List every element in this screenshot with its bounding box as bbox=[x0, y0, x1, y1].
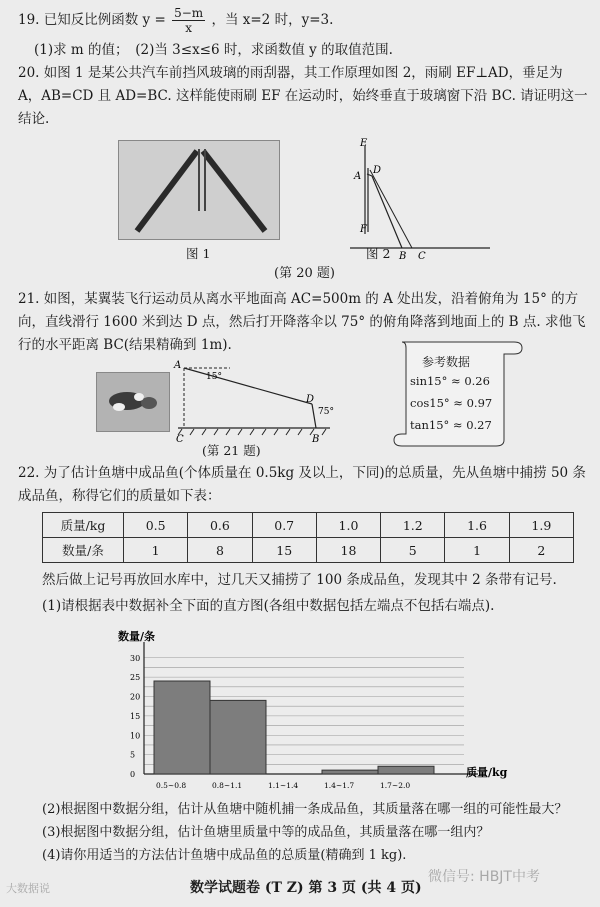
histogram-bar bbox=[378, 766, 434, 774]
histogram-bar bbox=[210, 700, 266, 774]
label-angle15: 15° bbox=[206, 372, 222, 382]
table-row-counts bbox=[43, 538, 574, 563]
fig2-caption: 图 2 bbox=[366, 246, 391, 261]
table-cell: 1 bbox=[124, 538, 188, 563]
label-E: E bbox=[360, 138, 368, 149]
y-tick-label: 0 bbox=[130, 770, 136, 779]
table-cell: 5 bbox=[381, 538, 445, 563]
y-tick-label: 5 bbox=[130, 750, 136, 760]
fish-weight-table bbox=[42, 512, 574, 563]
q22-sub2: (2)根据图中数据分组，估计从鱼塘中随机捕一条成品鱼，其质量落在哪一组的可能性最大？ bbox=[42, 802, 568, 817]
q21-text: 21. 如图，某翼装飞行运动员从离水平地面高 AC=500m 的 A 处出发，沿着俯角为 15° 的方向，直线滑行 1600 米到达 D 点，然后打开降落伞以 75° 的俯角降落到地面上的 B 点. 求他飞行的水平距离 BC(结果精确到 1m). bbox=[18, 291, 586, 353]
y-tick-label: 30 bbox=[130, 653, 141, 663]
q19-line1 bbox=[18, 6, 333, 35]
q20-figure2 bbox=[340, 136, 500, 260]
page-footer: 数学试题卷 (T Z) 第 3 页 (共 4 页) bbox=[190, 880, 422, 896]
q19-line1-a: 19. 已知反比例函数 y = bbox=[18, 12, 166, 28]
q22-text: 22. 为了估计鱼塘中成品鱼(个体质量在 0.5kg 及以上，下同)的总质量，先从鱼塘中捕捞 50 条成品鱼，称得它们的质量如下表： bbox=[18, 465, 586, 504]
label-B: B bbox=[312, 434, 320, 444]
fig1-caption: 图 1 bbox=[186, 246, 211, 261]
label-C: C bbox=[176, 434, 184, 444]
y-tick-label: 25 bbox=[130, 673, 141, 683]
table-cell: 1.9 bbox=[509, 513, 573, 538]
wiper-photo-drawing bbox=[119, 141, 279, 239]
fraction-denominator: x bbox=[185, 21, 193, 35]
label-A: A bbox=[174, 360, 182, 371]
label-angle75: 75° bbox=[318, 407, 334, 417]
table-cell: 1.0 bbox=[316, 513, 380, 538]
table-cell: 0.6 bbox=[188, 513, 252, 538]
watermark-left: 大数据说 bbox=[6, 882, 50, 895]
x-tick-label: 1.1~1.4 bbox=[268, 781, 299, 790]
y-tick-label: 15 bbox=[130, 711, 141, 721]
reference-data-scroll bbox=[392, 336, 524, 448]
table-cell: 1.2 bbox=[381, 513, 445, 538]
q19-line1-b: ，当 x=2 时，y=3. bbox=[211, 12, 334, 28]
q22-sub1: (1)请根据表中数据补全下面的直方图(各组中数据包括左端点不包括右端点). bbox=[42, 598, 495, 614]
wingsuit-photo bbox=[96, 372, 170, 432]
table-cell: 15 bbox=[252, 538, 316, 563]
table-header-weight: 质量/kg bbox=[43, 513, 124, 538]
table-header-count: 数量/条 bbox=[43, 538, 124, 563]
ref-line-cos: cos15° ≈ 0.97 bbox=[410, 396, 493, 410]
y-tick-label: 20 bbox=[130, 692, 141, 702]
histogram-bar bbox=[322, 770, 378, 774]
x-tick-label: 1.7~2.0 bbox=[380, 781, 411, 790]
label-F: F bbox=[360, 224, 367, 235]
table-cell: 0.7 bbox=[252, 513, 316, 538]
q21-figure-title: (第 21 题) bbox=[202, 443, 261, 458]
fraction bbox=[172, 6, 205, 35]
watermark-right: 微信号: HBJT中考 bbox=[428, 869, 540, 885]
ref-line-sin: sin15° ≈ 0.26 bbox=[410, 374, 490, 388]
table-row-weights bbox=[43, 513, 574, 538]
fraction-numerator: 5−m bbox=[174, 6, 204, 20]
label-D: D bbox=[373, 165, 382, 176]
y-axis-label: 数量/条 bbox=[118, 630, 156, 643]
table-cell: 18 bbox=[316, 538, 380, 563]
x-axis-label: 质量/kg bbox=[466, 766, 508, 779]
histogram-bar bbox=[154, 681, 210, 774]
table-cell: 2 bbox=[509, 538, 573, 563]
q22-sub3: (3)根据图中数据分组，估计鱼塘里质量中等的成品鱼，其质量落在哪一组内？ bbox=[42, 825, 490, 840]
histogram bbox=[112, 628, 512, 798]
ref-line-tan: tan15° ≈ 0.27 bbox=[410, 418, 492, 432]
label-B: B bbox=[399, 251, 407, 260]
label-D: D bbox=[306, 394, 315, 405]
label-C: C bbox=[418, 251, 426, 260]
q22-after-table: 然后做上记号再放回水库中，过几天又捕捞了 100 条成品鱼，发现其中 2 条带有记号. bbox=[42, 572, 557, 588]
x-tick-label: 0.5~0.8 bbox=[156, 781, 187, 790]
q22-sub4: (4)请你用适当的方法估计鱼塘中成品鱼的总质量(精确到 1 kg). bbox=[42, 848, 407, 863]
ref-title: 参考数据 bbox=[422, 355, 471, 369]
table-cell: 1 bbox=[445, 538, 509, 563]
wingsuit-photo-drawing bbox=[97, 373, 169, 431]
q20-text: 20. 如图 1 是某公共汽车前挡风玻璃的雨刮器，其工作原理如图 2，雨刷 EF⊥AD，垂足为 A，AB=CD 且 AD=BC. 这样能使雨刷 EF 在运动时，始终垂直于玻璃窗下沿 BC. 请证明这一结论. bbox=[18, 65, 588, 127]
q21-figure bbox=[170, 358, 340, 444]
q20-figure-title: (第 20 题) bbox=[274, 266, 335, 281]
table-cell: 1.6 bbox=[445, 513, 509, 538]
x-tick-label: 1.4~1.7 bbox=[324, 781, 355, 790]
q19-line2: (1)求 m 的值； (2)当 3≤x≤6 时，求函数值 y 的取值范围. bbox=[34, 42, 393, 58]
wiper-photo bbox=[118, 140, 280, 240]
table-cell: 8 bbox=[188, 538, 252, 563]
x-tick-label: 0.8~1.1 bbox=[212, 781, 243, 790]
table-cell: 0.5 bbox=[124, 513, 188, 538]
label-A: A bbox=[354, 171, 362, 182]
y-tick-label: 10 bbox=[130, 731, 141, 741]
